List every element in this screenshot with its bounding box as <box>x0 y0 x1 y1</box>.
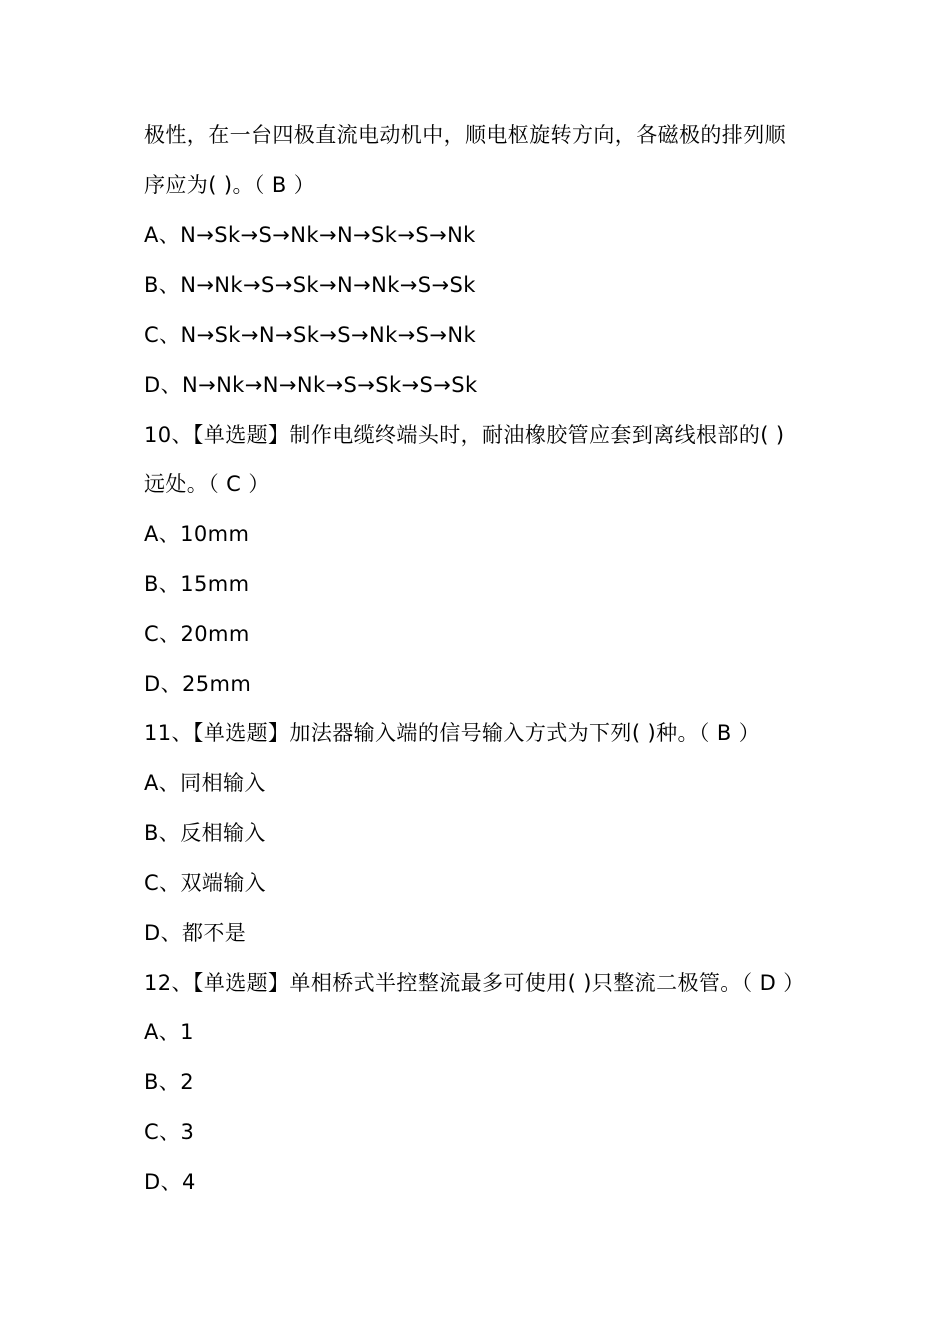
q11-option-b: B、反相输入 <box>144 821 266 845</box>
q11-option-d: D、都不是 <box>144 921 247 945</box>
q9-stem-line2: 序应为( )。（ B ） <box>144 173 316 197</box>
q10-stem-line1: 10、【单选题】制作电缆终端头时，耐油橡胶管应套到离线根部的( ) <box>144 423 785 447</box>
q12-stem-line1: 12、【单选题】单相桥式半控整流最多可使用( )只整流二极管。（ D ） <box>144 971 805 995</box>
q9-option-b: B、N→Nk→S→Sk→N→Nk→S→Sk <box>144 273 476 297</box>
q9-option-a: A、N→Sk→S→Nk→N→Sk→S→Nk <box>144 223 476 247</box>
q12-option-a: A、1 <box>144 1020 194 1044</box>
q10-option-c: C、20mm <box>144 622 250 646</box>
q11-option-c: C、双端输入 <box>144 871 267 895</box>
q9-option-d: D、N→Nk→N→Nk→S→Sk→S→Sk <box>144 373 478 397</box>
q10-option-b: B、15mm <box>144 572 250 596</box>
q11-option-a: A、同相输入 <box>144 771 266 795</box>
q10-stem-line2: 远处。（ C ） <box>144 472 270 496</box>
q12-option-d: D、4 <box>144 1170 196 1194</box>
q10-option-a: A、10mm <box>144 522 250 546</box>
q11-stem-line1: 11、【单选题】加法器输入端的信号输入方式为下列( )种。（ B ） <box>144 721 761 745</box>
q9-stem-line1: 极性，在一台四极直流电动机中，顺电枢旋转方向，各磁极的排列顺 <box>144 123 786 147</box>
q12-option-b: B、2 <box>144 1070 194 1094</box>
q9-option-c: C、N→Sk→N→Sk→S→Nk→S→Nk <box>144 323 477 347</box>
q12-option-c: C、3 <box>144 1120 195 1144</box>
q10-option-d: D、25mm <box>144 672 252 696</box>
